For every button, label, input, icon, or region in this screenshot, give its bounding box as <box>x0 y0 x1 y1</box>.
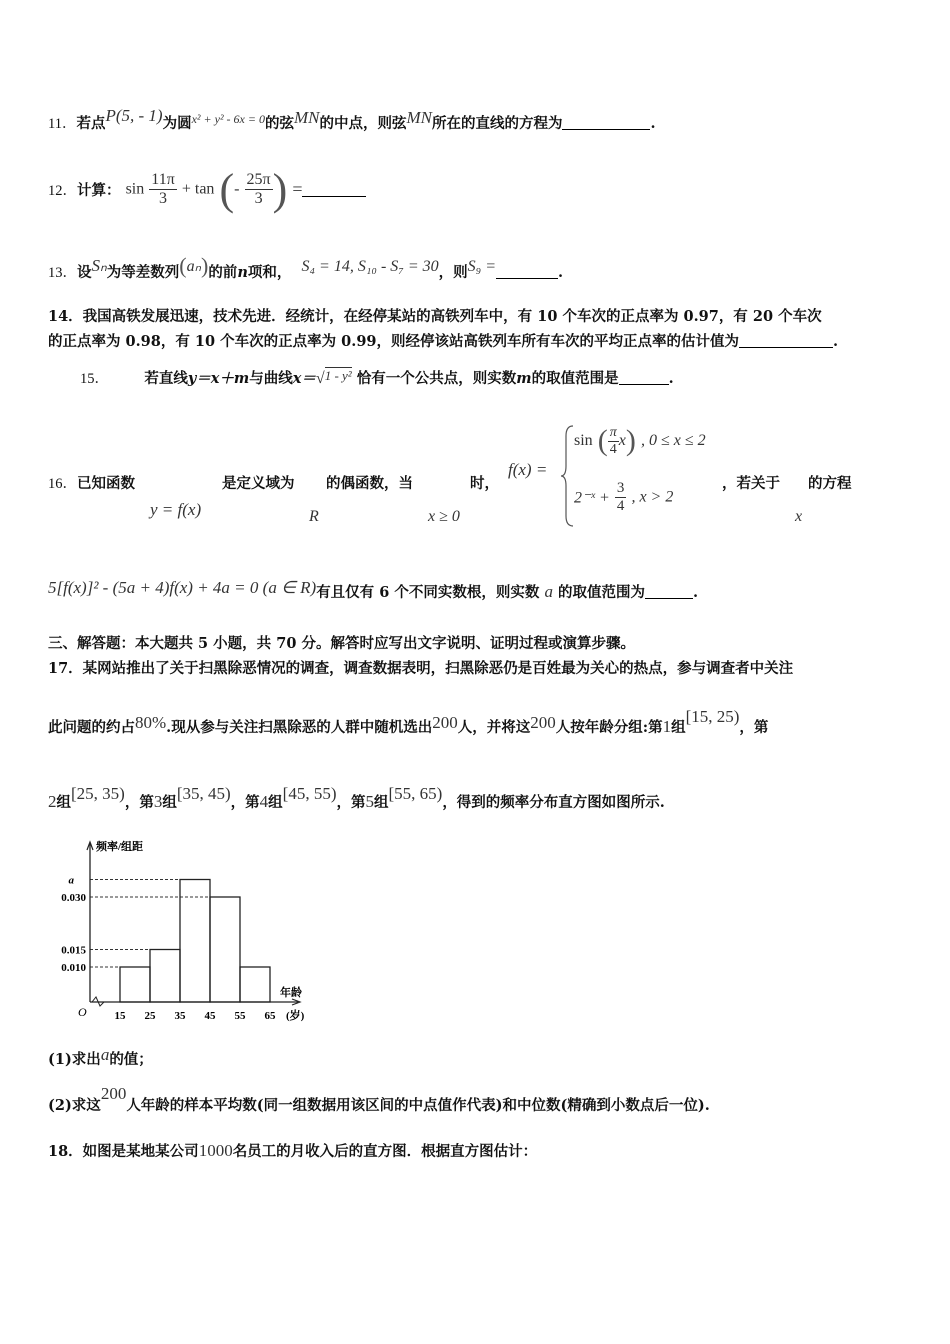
histogram-bar <box>150 950 180 1003</box>
question-18: 18．如图是某地某公司1000名员工的月收入后的直方图．根据直方图估计： <box>48 1141 538 1160</box>
question-15: 15． 若直线y＝x＋m与曲线x＝√1 - y² 恰有一个公共点，则实数m的取值范围是 . <box>80 368 674 387</box>
point-expression: P(5, - 1) <box>105 106 163 125</box>
variable-x: x <box>795 508 803 525</box>
y-tick-label: a <box>68 874 74 887</box>
question-number: 12． <box>48 183 77 199</box>
answer-blank[interactable] <box>562 115 650 130</box>
x-tick-label: 25 <box>144 1010 156 1022</box>
function-y-fx: y = f(x) <box>150 500 202 519</box>
x-axis-label: 年龄 <box>280 987 302 999</box>
question-13: 13．设Sₙ为等差数列(aₙ)的前n项和， S₄ = 14, S₁₀ - S₇ = 30，则S₉ = . <box>48 253 564 281</box>
histogram-bar <box>210 897 240 1002</box>
section-heading: 三、解答题：本大题共 5 小题，共 70 分。解答时应写出文字说明、证明过程或演算步骤。 <box>48 635 635 652</box>
y-tick-label: 0.010 <box>61 962 86 974</box>
question-16-line-2: 5[f(x)]² - (5a + 4)f(x) + 4a = 0 (a ∈ R)有且仅有 6 个不同实数根，则实数 a 的取值范围为 . <box>48 578 699 601</box>
question-number: 11． <box>48 116 77 132</box>
y-axis-label: 频率/组距 <box>96 841 144 853</box>
question-16-line-1: 16．已知函数 <box>48 475 135 492</box>
answer-blank[interactable] <box>739 333 833 348</box>
answer-blank[interactable] <box>496 264 558 279</box>
y-tick-label: 0.030 <box>61 892 86 904</box>
question-17-line-3: 2组[25, 35)，第3组[35, 45)，第4组[45, 55)，第5组[55, 65)，得到的频率分布直方图如图所示. <box>48 784 665 811</box>
question-14-line-1: 14．我国高铁发展迅速，技术先进．经统计，在经停某站的高铁列车中，有 10 个车次的正点率为 0.97，有 20 个车次 <box>48 308 822 325</box>
origin-label: O <box>78 1005 87 1019</box>
question-12: 12．计算： sin $\frac{11\pi}{3}$ + tan (- $\frac{25\pi}{3}$ ) = <box>48 164 366 214</box>
answer-blank[interactable] <box>302 182 366 197</box>
question-number: 16． <box>48 476 77 492</box>
sqrt-expression: 1 - y² <box>324 368 352 383</box>
x-tick-label: 65 <box>264 1010 276 1022</box>
x-tick-label: 15 <box>114 1010 126 1022</box>
circle-equation: x² + y² - 6x = 0 <box>191 112 265 126</box>
histogram-bar <box>180 880 210 1003</box>
answer-blank[interactable] <box>645 584 693 599</box>
question-11: 11．若点P(5, - 1)为圆$^{x^2 + y^2 - 6x = 0}$的弦MN的中点，则弦MN所在的直线的方程为 . <box>48 106 656 132</box>
question-17-line-1: 17．某网站推出了关于扫黑除恶情况的调查，调查数据表明，扫黑除恶仍是百姓最为关心的热点，参与调查者中关注 <box>48 660 794 677</box>
answer-blank[interactable] <box>619 370 669 385</box>
x-tick-label: 45 <box>204 1010 216 1022</box>
equation: 5[f(x)]² - (5a + 4)f(x) + 4a = 0 (a ∈ R) <box>48 578 317 597</box>
domain-R: R <box>309 508 319 525</box>
question-17-part-1: (1)求出a的值； <box>48 1045 153 1068</box>
case-2: 2⁻ˣ + $\frac{3}{4}$ , x > 2 <box>574 480 674 514</box>
question-number: 13． <box>48 265 77 281</box>
question-17-part-2: (2)求这200人年龄的样本平均数(同一组数据用该区间的中点值作代表)和中位数(精确到小数点后一位). <box>48 1084 710 1114</box>
x-tick-label: 55 <box>234 1010 246 1022</box>
question-number: 15． <box>80 371 109 387</box>
case-1: sin ( $\frac{\pi}{4}$ x) , 0 ≤ x ≤ 2 <box>574 424 706 457</box>
y-tick-label: 0.015 <box>61 944 86 957</box>
histogram-bar <box>120 967 150 1002</box>
condition-x-ge-0: x ≥ 0 <box>428 508 460 525</box>
x-unit-label: (岁) <box>286 1010 305 1022</box>
frequency-histogram <box>48 838 338 1028</box>
fraction-11pi-3: $\frac{11\pi}{3}$ <box>151 171 175 207</box>
x-tick-label: 35 <box>174 1010 186 1022</box>
question-14-line-2: 的正点率为 0.98，有 10 个车次的正点率为 0.99，则经停该站高铁列车所有车次的平均正点率的估计值为 . <box>48 333 839 350</box>
question-17-line-2: 此问题的约占80%.现从参与关注扫黑除恶的人群中随机选出200人，并将这200人按年龄分组:第1组[15, 25)，第 <box>48 707 769 736</box>
histogram-bar <box>240 967 270 1002</box>
condition-expression: S₄ = 14, S₁₀ - S₇ = 30 <box>301 258 439 275</box>
fraction-25pi-3: $\frac{25\pi}{3}$ <box>246 171 271 207</box>
